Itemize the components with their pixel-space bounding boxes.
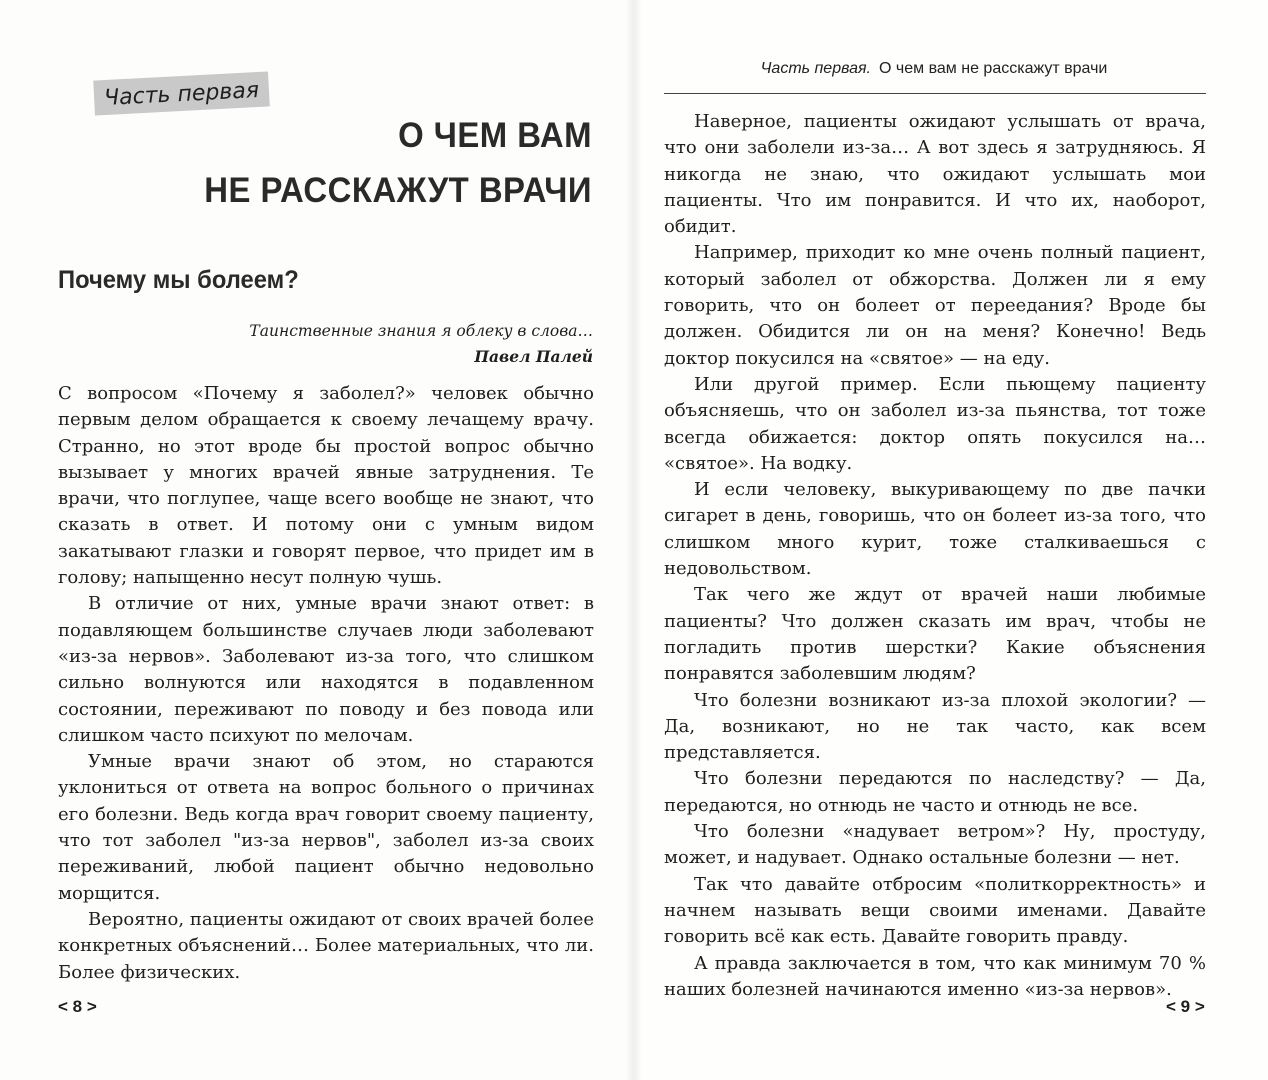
running-head [664, 60, 1204, 78]
header-rule [664, 93, 1206, 94]
right-body-text [664, 109, 1206, 1003]
epigraph-quote: Таинственные знания я облеку в слова… [249, 322, 593, 340]
book-gutter [626, 0, 642, 1080]
part-label: Часть первая [93, 71, 270, 115]
running-head-title: О чем вам не расскажут врачи [879, 60, 1108, 77]
epigraph [200, 318, 593, 370]
chapter-title [186, 108, 592, 218]
paragraph: Так что давайте отбросим «политкорректность» и начнем называть вещи своими именами. Давайте говорить всё как есть. Давайте говорить правду. [664, 873, 1206, 948]
paragraph: Наверное, пациенты ожидают услышать от врача, что они заболели из-за… А вот здесь я затрудняюсь. Я никогда не знаю, что ожидают услышать мои пациенты. Что им понравится. И что их, наоборот, обидит. [664, 111, 1206, 238]
paragraph: Умные врачи знают об этом, но стараются уклониться от ответа на вопрос больного о причинах его болезни. Ведь когда врач говорит своему пациенту, что тот заболел "из-за нервов", заболел из-за своих переживаний, любой пациент обычно недовольно морщится. [58, 751, 594, 904]
paragraph: Что болезни передаются по наследству? — Да, передаются, но отнюдь не часто и отнюдь не все. [664, 768, 1206, 816]
paragraph: С вопросом «Почему я заболел?» человек обычно первым делом обращается к своему лечащему врачу. Странно, но этот вроде бы простой вопрос обычно вызывает у многих врачей явные затруднения. Те врачи, что поглупее, чаще всего вообще не знают, что сказать в ответ. И потому они с умным видом закатывают глазки и говорят первое, что придет им в голову; напыщенно несут полную чушь. [58, 383, 594, 589]
chapter-title-line-2: НЕ РАССКАЖУТ ВРАЧИ [204, 171, 593, 210]
paragraph: Так чего же ждут от врачей наши любимые пациенты? Что должен сказать им врач, чтобы не погладить против шерстки? Какие объяснения понравятся заболевшим людям? [664, 584, 1206, 685]
paragraph: Что болезни «надувает ветром»? Ну, простуду, может, и надувает. Однако остальные болезни — нет. [664, 821, 1206, 869]
paragraph: Например, приходит ко мне очень полный пациент, который заболел от обжорства. Должен ли я ему говорить, что он болеет от переедания? Вроде бы должен. Обидится ли он на меня? Конечно! Ведь доктор покусился на «святое» — на еду. [664, 242, 1206, 369]
left-body-text [58, 381, 594, 986]
section-heading: Почему мы болеем? [58, 266, 299, 294]
paragraph: Вероятно, пациенты ожидают от своих врачей более конкретных объяснений… Более материальных, что ли. Более физических. [58, 908, 594, 983]
page-number-left: < 8 > [58, 997, 97, 1016]
paragraph: Что болезни возникают из-за плохой экологии? — Да, возникают, но не так часто, как всем представляется. [664, 689, 1206, 764]
paragraph: А правда заключается в том, что как минимум 70 % наших болезней начинаются именно «из-за нервов». [664, 952, 1206, 1000]
chapter-title-line-1: О ЧЕМ ВАМ [398, 116, 592, 155]
paragraph: В отличие от них, умные врачи знают ответ: в подавляющем большинстве случаев люди заболевают «из-за нервов». Заболевают из-за того, что слишком сильно волнуются или находятся в подавленном состоянии, переживают по поводу и без повода или слишком часто психуют по мелочам. [58, 593, 594, 746]
paragraph: Или другой пример. Если пьющему пациенту объясняешь, что он заболел из-за пьянства, тот тоже всегда обижается: доктор опять покусился на… «святое». На водку. [664, 373, 1206, 474]
paragraph: И если человеку, выкуривающему по две пачки сигарет в день, говоришь, что он болеет из-за того, что слишком много курит, тоже сталкиваешься с недовольством. [664, 479, 1206, 580]
page-number-right: < 9 > [1166, 997, 1205, 1016]
running-head-part: Часть первая. [760, 60, 871, 77]
epigraph-author: Павел Палей [474, 347, 593, 366]
